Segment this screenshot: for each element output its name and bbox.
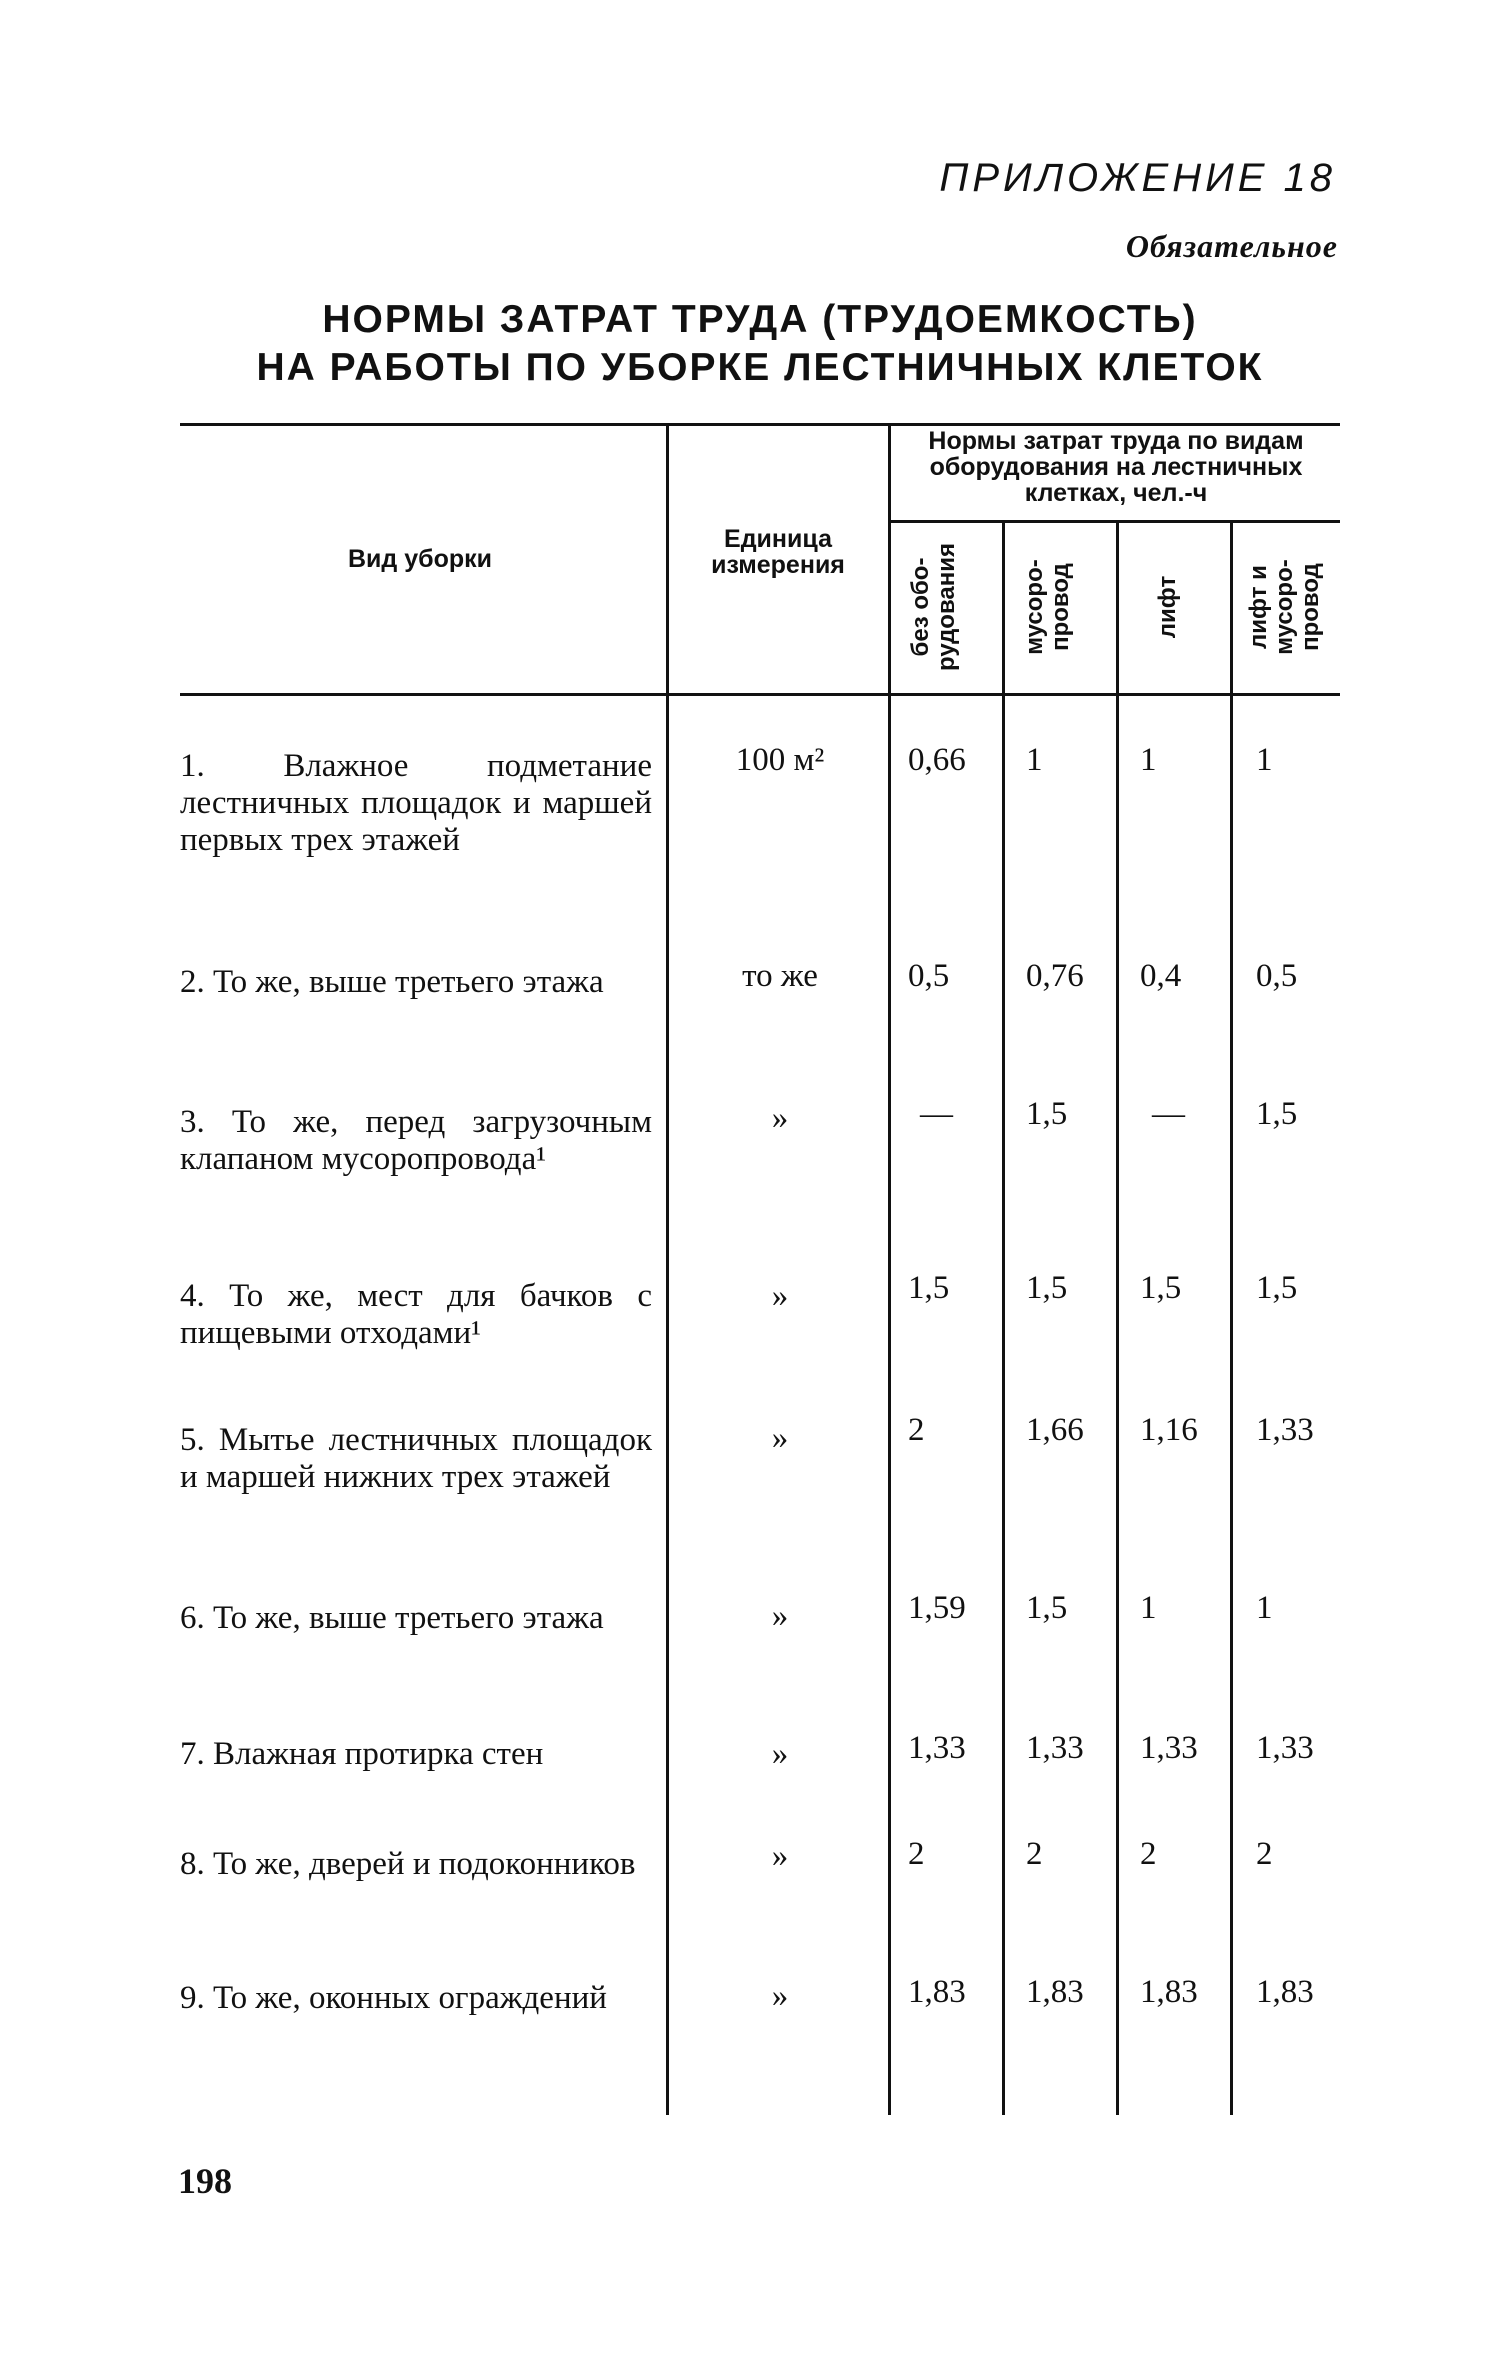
row-7-value-lift: 1,33 [1140,1730,1198,1766]
row-7-unit: » [771,1736,789,1772]
row-5-value-lift: 1,16 [1140,1412,1198,1448]
row-2-value-no-equipment: 0,5 [908,958,950,994]
row-9-value-no-equipment: 1,83 [908,1974,966,2010]
subcol-no-equipment-line2: рудования [933,542,960,672]
col-divider-4 [1116,522,1119,2115]
table-top-rule [180,423,1340,426]
row-5-value-chute: 1,66 [1026,1412,1084,1448]
subcol-lift-line1: лифт [1154,575,1181,639]
row-5-label: 5. Мытье лестничных площадок и маршей нижних трех этажей [180,1422,652,1495]
row-6-value-no-equipment: 1,59 [908,1590,966,1626]
subcol-chute-line1: мусоро- [1021,559,1048,655]
row-5-value-lift-chute: 1,33 [1256,1412,1314,1448]
row-9-unit: » [771,1978,789,2014]
row-6-value-lift-chute: 1 [1256,1590,1273,1626]
row-6-value-lift: 1 [1140,1590,1157,1626]
group-header-line3: клетках, чел.-ч [1024,479,1208,507]
row-3-value-lift-chute: 1,5 [1256,1096,1298,1132]
row-4-unit: » [771,1278,789,1314]
col-header-unit-line2: измерения [711,551,845,579]
row-6-label: 6. То же, выше третьего этажа [180,1600,604,1636]
row-9-value-lift: 1,83 [1140,1974,1198,2010]
row-2-unit: то же [742,958,818,994]
col-header-type: Вид уборки [347,545,492,573]
row-2-value-lift-chute: 0,5 [1256,958,1298,994]
page-number: 198 [178,2161,232,2201]
row-9-label: 9. То же, оконных ограждений [180,1980,607,2016]
row-7-value-no-equipment: 1,33 [908,1730,966,1766]
page-title-line1: НОРМЫ ЗАТРАТ ТРУДА (ТРУДОЕМКОСТЬ) [322,298,1198,341]
row-1-value-chute: 1 [1026,742,1043,778]
row-2-value-lift: 0,4 [1140,958,1182,994]
row-1-unit: 100 м² [735,742,825,778]
row-8-value-lift-chute: 2 [1256,1836,1273,1872]
row-8-unit: » [771,1838,789,1874]
row-2-value-chute: 0,76 [1026,958,1084,994]
col-divider-1 [666,425,669,2115]
group-header-rule [890,520,1340,523]
col-divider-2 [888,425,891,2115]
row-8-value-chute: 2 [1026,1836,1043,1872]
row-1-value-lift: 1 [1140,742,1157,778]
group-header-line1: Нормы затрат труда по видам [928,427,1304,455]
subcol-chute-line2: провод [1047,563,1074,651]
row-4-value-chute: 1,5 [1026,1270,1068,1306]
appendix-status: Обязательное [1125,228,1338,264]
row-9-value-chute: 1,83 [1026,1974,1084,2010]
row-1-value-lift-chute: 1 [1256,742,1273,778]
col-divider-5 [1230,522,1233,2115]
row-8-value-no-equipment: 2 [908,1836,925,1872]
row-6-value-chute: 1,5 [1026,1590,1068,1626]
row-9-value-lift-chute: 1,83 [1256,1974,1314,2010]
row-1-value-no-equipment: 0,66 [908,742,966,778]
row-6-unit: » [771,1598,789,1634]
col-header-unit-line1: Единица [724,525,832,553]
row-4-value-no-equipment: 1,5 [908,1270,950,1306]
row-2-label: 2. То же, выше третьего этажа [180,964,604,1000]
row-4-value-lift-chute: 1,5 [1256,1270,1298,1306]
header-bottom-rule [180,693,1340,696]
col-divider-3 [1002,522,1005,2115]
row-7-value-chute: 1,33 [1026,1730,1084,1766]
col-header-group [892,428,1340,506]
row-7-label: 7. Влажная протирка стен [180,1736,544,1772]
page-title-line2: НА РАБОТЫ ПО УБОРКЕ ЛЕСТНИЧНЫХ КЛЕТОК [256,346,1264,389]
row-3-value-no-equipment: — [920,1096,953,1132]
subcol-no-equipment-line1: без обо- [907,557,934,657]
row-5-unit: » [771,1420,789,1456]
row-4-label: 4. То же, мест для бачков с пищевыми отходами¹ [180,1278,652,1351]
subcol-lift-chute-line3: провод [1297,563,1324,651]
row-3-value-lift: — [1152,1096,1185,1132]
appendix-label: ПРИЛОЖЕНИЕ 18 [939,156,1336,200]
row-5-value-no-equipment: 2 [908,1412,925,1448]
row-8-label: 8. То же, дверей и подоконников [180,1846,636,1882]
subcol-lift-chute-line1: лифт и [1245,565,1272,649]
col-header-unit [670,526,886,578]
row-3-label: 3. То же, перед загрузочным клапаном мусоропровода¹ [180,1104,652,1177]
subcol-lift-chute-line2: мусоро- [1271,559,1298,655]
row-3-value-chute: 1,5 [1026,1096,1068,1132]
row-8-value-lift: 2 [1140,1836,1157,1872]
row-1-label: 1. Влажное подметание лестничных площадок и маршей первых трех этажей [180,748,652,858]
row-7-value-lift-chute: 1,33 [1256,1730,1314,1766]
row-4-value-lift: 1,5 [1140,1270,1182,1306]
group-header-line2: оборудования на лестничных [929,453,1303,481]
row-3-unit: » [771,1100,789,1136]
